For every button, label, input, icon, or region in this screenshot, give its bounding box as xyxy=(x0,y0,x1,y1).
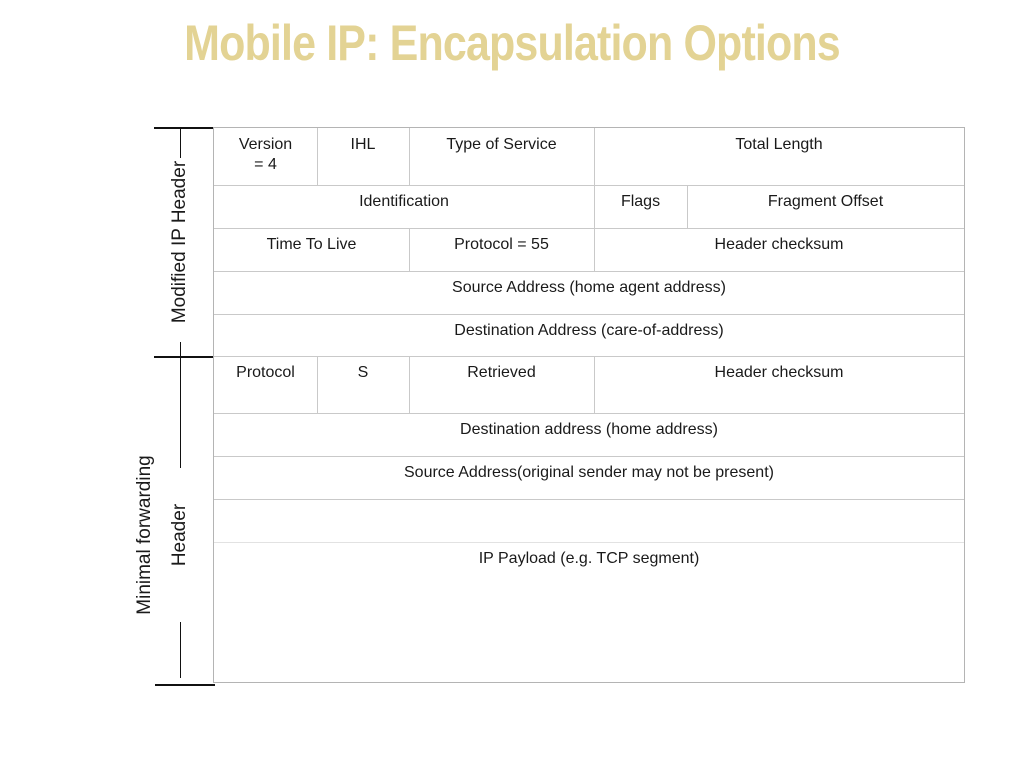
bracket-bottom-tick xyxy=(155,684,215,686)
minimal-forwarding-header-label: Header xyxy=(169,503,190,567)
cell-flags: Flags xyxy=(620,193,661,210)
bracket-upper-line-2 xyxy=(180,342,181,357)
cell-header-checksum: Header checksum xyxy=(714,236,844,253)
cell-min-header-checksum: Header checksum xyxy=(714,364,844,381)
cell-source-address: Source Address (home agent address) xyxy=(452,279,726,296)
bracket-mid-tick xyxy=(154,356,214,358)
cell-min-source-address: Source Address(original sender may not be present) xyxy=(404,464,774,481)
cell-ihl: IHL xyxy=(350,136,376,153)
cell-min-protocol: Protocol xyxy=(236,364,295,381)
bracket-lower-line-2 xyxy=(180,622,181,678)
cell-version xyxy=(214,128,317,185)
cell-retrieved: Retrieved xyxy=(467,364,536,381)
cell-total-length: Total Length xyxy=(735,136,823,153)
slide-title: Mobile IP: Encapsulation Options xyxy=(184,15,840,71)
cell-empty xyxy=(214,499,964,542)
cell-min-destination-address: Destination address (home address) xyxy=(460,421,718,438)
version-value: = 4 xyxy=(254,156,277,173)
header-table xyxy=(213,127,965,683)
cell-destination-address: Destination Address (care-of-address) xyxy=(454,322,724,339)
cell-protocol-55: Protocol = 55 xyxy=(454,236,549,253)
minimal-forwarding-label: Minimal forwarding xyxy=(134,455,155,615)
cell-type-of-service: Type of Service xyxy=(446,136,557,153)
cell-time-to-live: Time To Live xyxy=(266,236,357,253)
cell-fragment-offset: Fragment Offset xyxy=(767,193,884,210)
cell-s-bit: S xyxy=(357,364,369,381)
version-label: Version xyxy=(238,136,293,153)
cell-ip-payload: IP Payload (e.g. TCP segment) xyxy=(478,550,700,567)
cell-identification: Identification xyxy=(359,193,449,210)
bracket-top-tick xyxy=(154,127,214,129)
modified-ip-header-label: Modified IP Header xyxy=(169,160,190,324)
